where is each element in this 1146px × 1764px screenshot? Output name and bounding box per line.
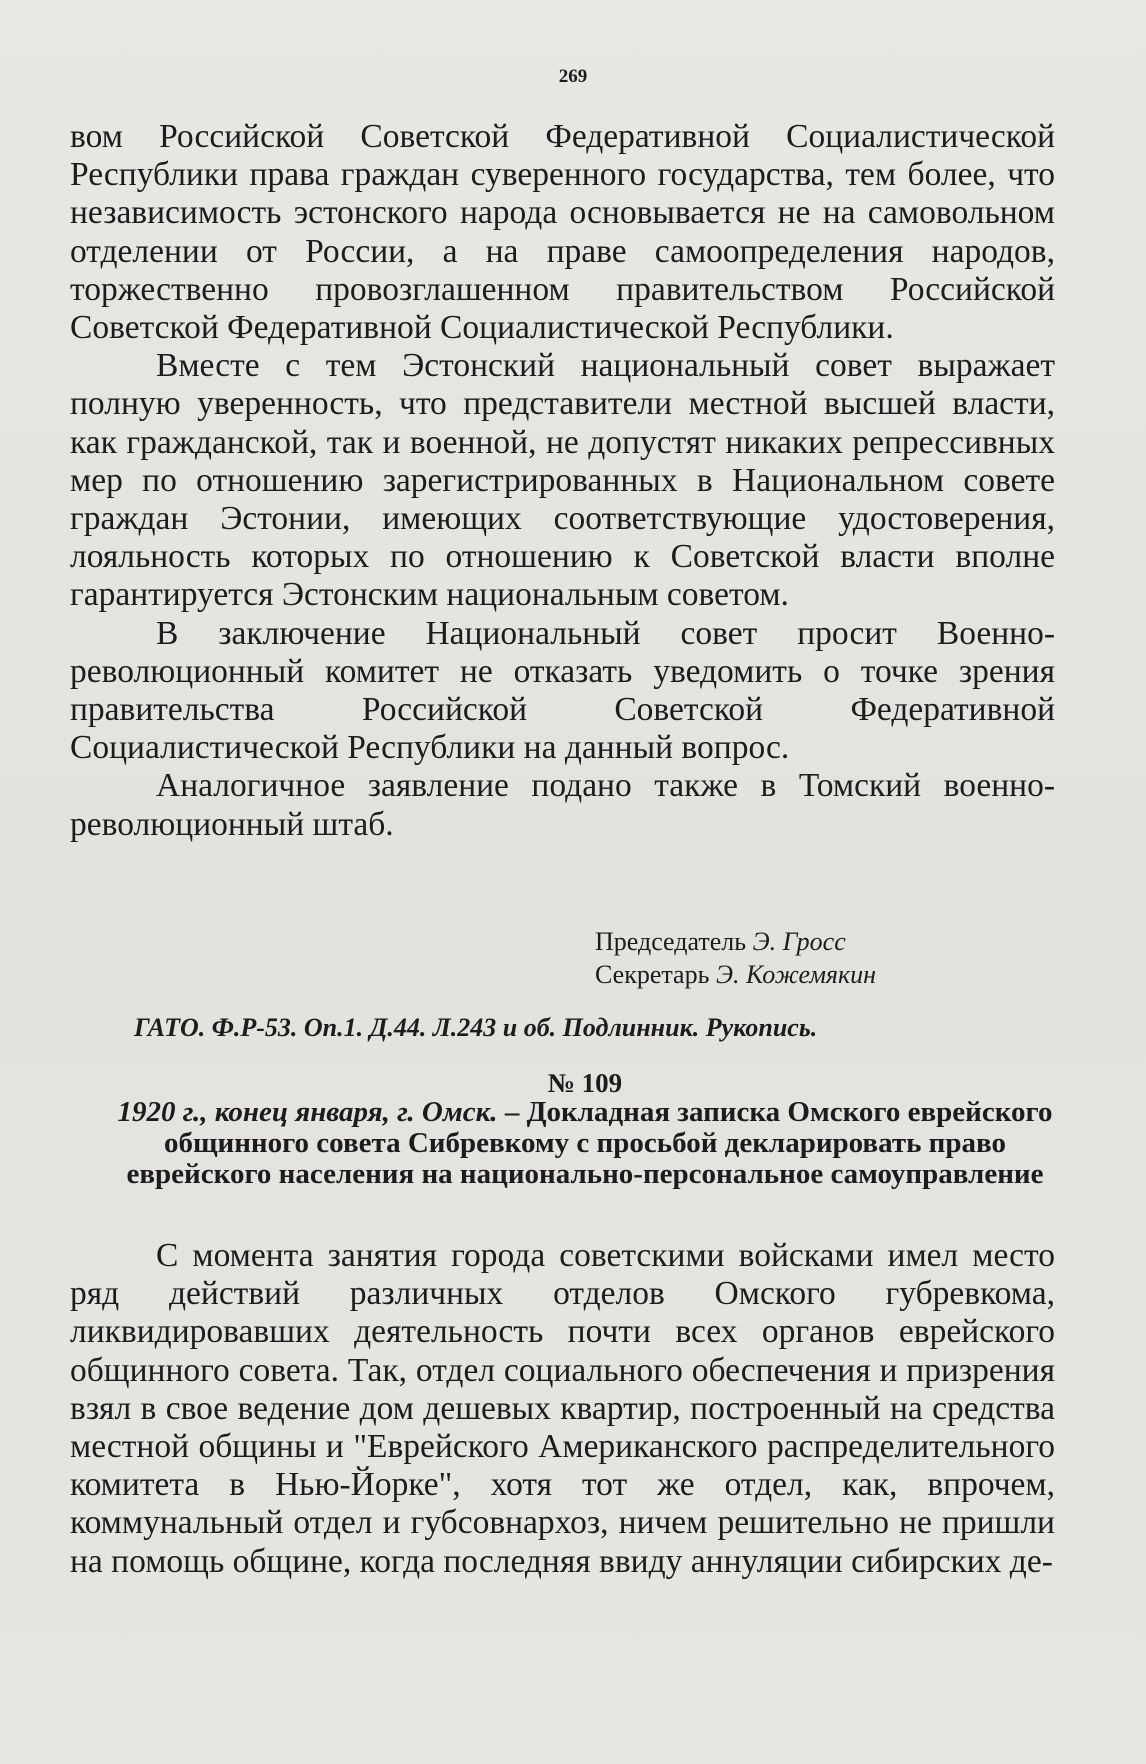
document-heading: [100, 1097, 1070, 1190]
signature-block: [595, 925, 876, 991]
secretary-name: Э. Кожемякин: [715, 960, 877, 989]
chairman-name: Э. Гросс: [752, 927, 846, 956]
document-date: 1920 г., конец января, г. Омск.: [117, 1096, 498, 1128]
paragraph-3: В заключение Национальный совет просит Военно-революционный комитет не отказать уведомить о точке зрения правительства Российской Советской Федеративной Социалистической Республики на данный вопрос.: [70, 614, 1055, 767]
chairman-role: Председатель: [595, 927, 747, 956]
page-number: 269: [558, 66, 588, 87]
secretary-signature: [595, 958, 876, 991]
archive-reference: ГАТО. Ф.Р-53. Оп.1. Д.44. Л.243 и об. Подлинник. Рукопись.: [134, 1013, 818, 1042]
document-number: № 109: [547, 1068, 623, 1098]
paragraph-4: Аналогичное заявление подано также в Томский военно-революционный штаб.: [70, 767, 1055, 843]
chairman-signature: [595, 925, 876, 958]
report-body: [70, 1237, 1055, 1581]
paragraph-2: Вместе с тем Эстонский национальный совет выражает полную уверенность, что представители местной высшей власти, как гражданской, так и военной, не допустят никаких репрессивных мер по отношению зарегистрированных в Национальном совете граждан Эстонии, имеющих соответствующие удостоверения, лояльность которых по отношению к Советской власти вполне гарантируется Эстонским национальным советом.: [70, 347, 1055, 614]
secretary-role: Секретарь: [595, 960, 710, 989]
paragraph-1: вом Российской Советской Федеративной Социалистической Республики права граждан суверенного государства, тем более, что независимость эстонского народа основывается не на самовольном отделении от России, а на праве самоопределения народов, торжественно провозглашенном правительством Российской Советской Федеративной Социалистической Республики.: [70, 118, 1055, 347]
report-paragraph-1: С момента занятия города советскими войсками имел место ряд действий различных отделов Омского губревкома, ликвидировавших деятельность почти всех органов еврейского общинного совета. Так, отдел социального обеспечения и призрения взял в свое ведение дом дешевых квартир, построенный на средства местной общины и "Еврейского Американского распределительного комитета в Нью-Йорке", хотя тот же отдел, как, впрочем, коммунальный отдел и губсовнархоз, ничем решительно не пришли на помощь общине, когда последняя ввиду аннуляции сибирских де-: [70, 1237, 1055, 1580]
letter-body: [70, 118, 1055, 844]
document-title: – Докладная записка Омского еврейского общинного совета Сибревкому с просьбой декларировать право еврейского населения на национально-персональное самоуправление: [126, 1096, 1053, 1190]
